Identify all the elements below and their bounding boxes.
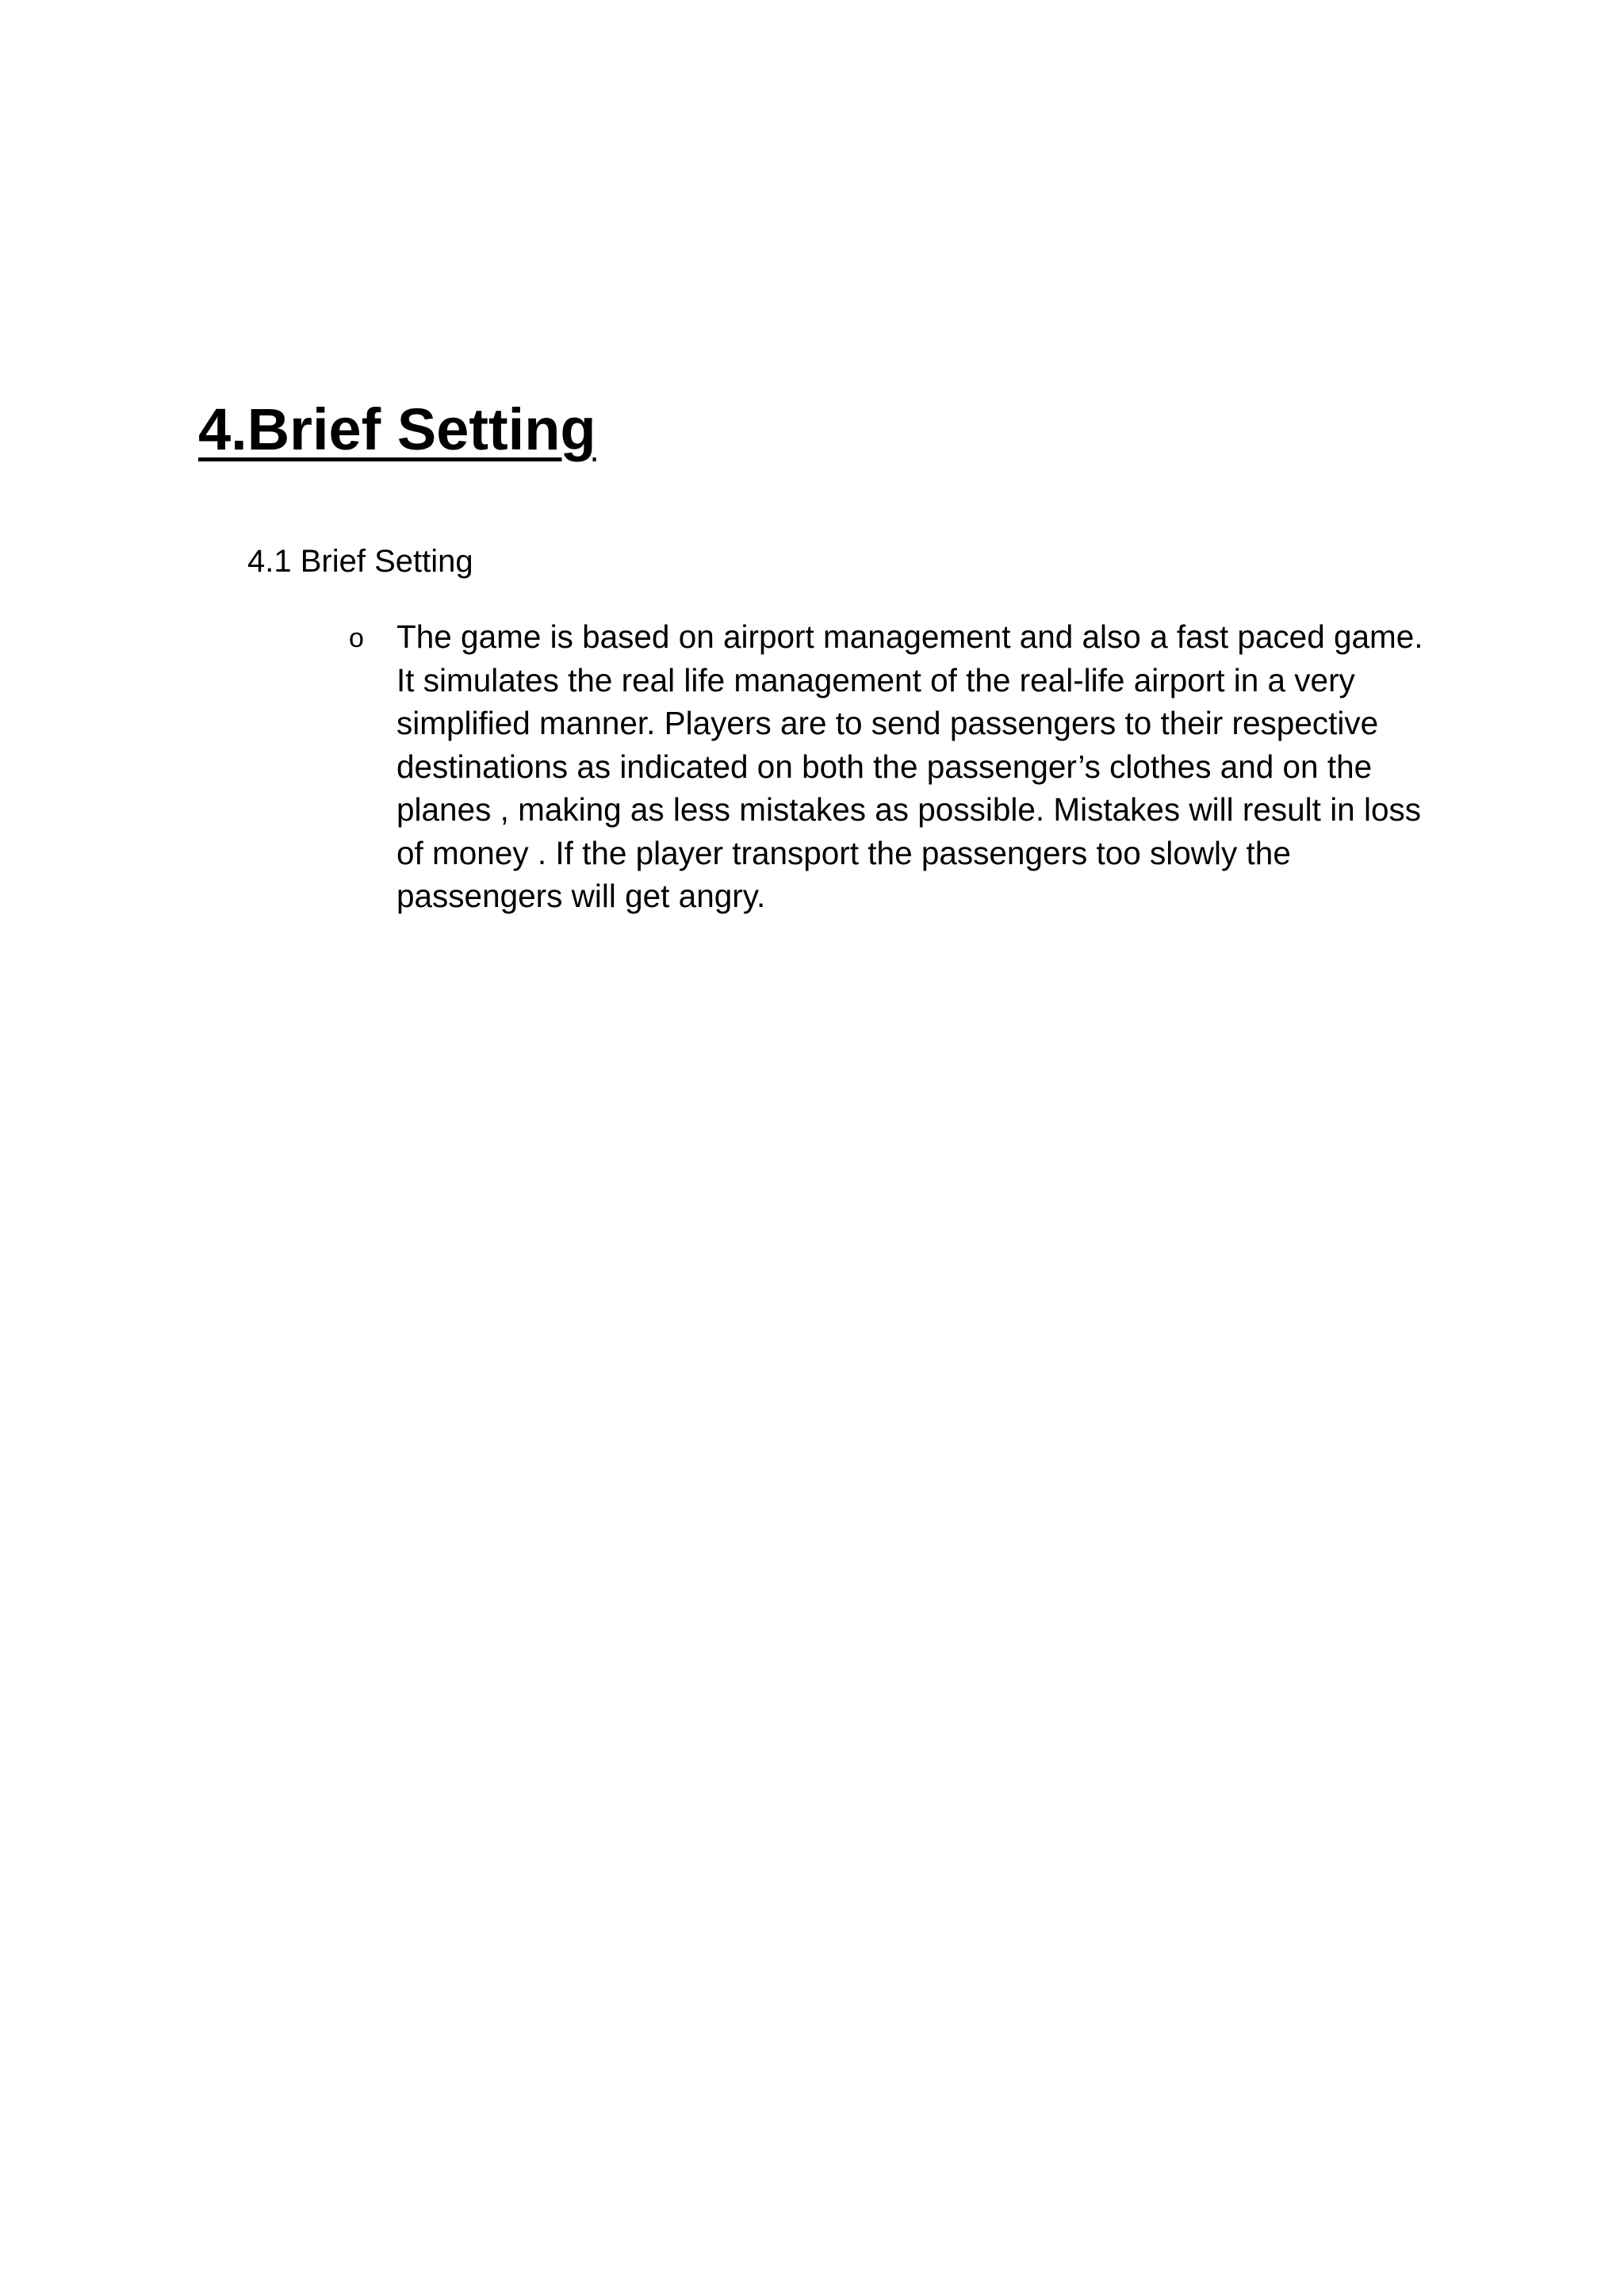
list-item <box>349 615 1443 918</box>
section-heading: 4.Brief Setting <box>198 396 596 462</box>
subsection-heading: 4.1 Brief Setting <box>247 544 473 579</box>
bullet-list <box>349 615 1443 918</box>
bullet-paragraph: The game is based on airport management and also a fast paced game. It simulates the real life management of the real-life airport in a very simplified manner. Players are to send passengers to their respective destinations as indicated on both the passenger’s clothes and on the planes , making as less mistakes as possible. Mistakes will result in loss of money . If the player transport the passengers too slowly the passengers will get angry. <box>396 618 1423 914</box>
hollow-bullet-icon: o <box>349 623 364 653</box>
